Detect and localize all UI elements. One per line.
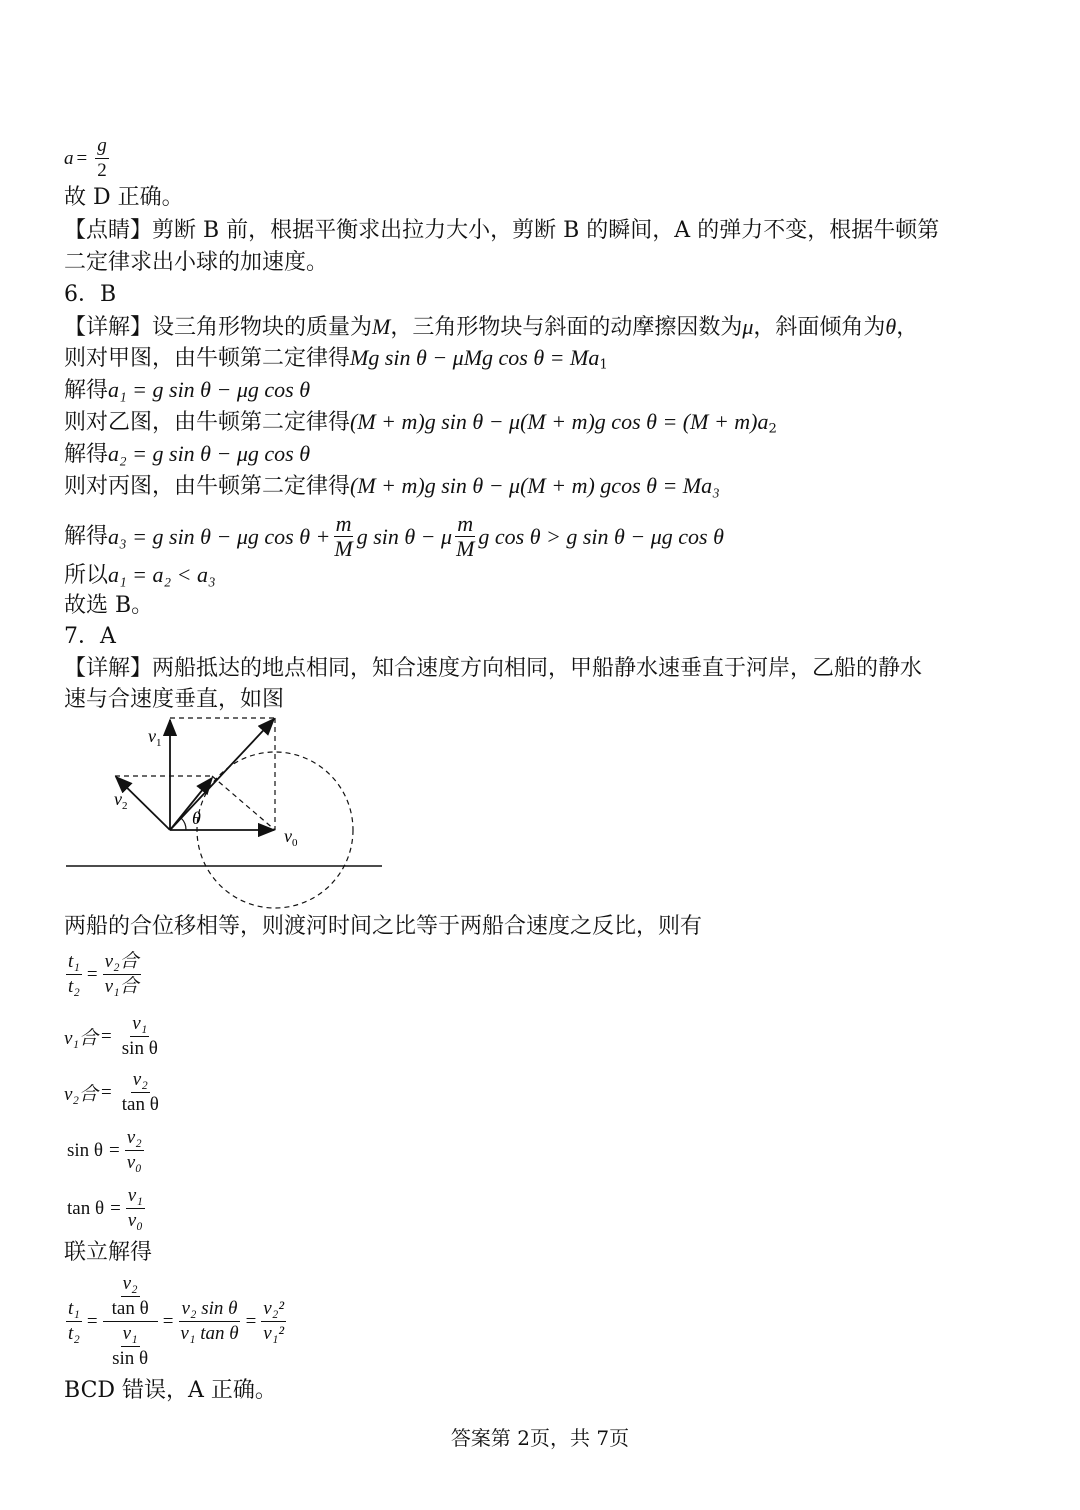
text-span: 解得 [64, 378, 109, 403]
denominator: tan θ [111, 1298, 149, 1319]
formula-lhs: v₁合 [64, 1028, 99, 1049]
subscript: 1 [599, 357, 608, 373]
v1-label: $v_1$ [148, 726, 162, 749]
denominator: v₀ [126, 1152, 142, 1173]
numerator: v₂ sin θ [179, 1297, 239, 1322]
numerator: v₂合 [103, 950, 141, 975]
equation: a₂ = g sin θ − μg cos θ [108, 441, 311, 466]
question-7-heading: 7．A [64, 624, 116, 649]
text-line [64, 312, 918, 343]
resultant-arrow-long [170, 719, 274, 830]
formula-time-ratio: $\frac{\text{t₁}}{\text{t₂}}$ = $\frac{\text{v₂合}}{\text{v₁合}}$ [68, 951, 139, 997]
resultant-arrow-short [170, 778, 212, 830]
text-line [64, 560, 216, 591]
fraction [126, 1184, 145, 1233]
text-span: 解得 [64, 442, 109, 467]
numerator: v₂ [125, 1126, 144, 1151]
denominator: v₁² [263, 1323, 285, 1344]
fraction [103, 950, 141, 999]
text-span: ， [896, 315, 919, 340]
formula-lhs: v₂合 [64, 1084, 99, 1105]
text-line: BCD 错误，A 正确。 [64, 1378, 277, 1403]
text-line [64, 439, 310, 470]
compound-numerator [103, 1272, 158, 1322]
numerator: m [457, 511, 474, 536]
fraction [107, 1322, 153, 1371]
page-footer: 答案第 2页，共 7页 [450, 1426, 630, 1450]
text-line: 【点睛】剪断 B 前，根据平衡求出拉力大小，剪断 B 的瞬间，A 的弹力不变，根据牛顿第 [64, 218, 940, 243]
fraction-m-over-M [454, 512, 476, 561]
formula-lhs: sin θ [67, 1139, 104, 1161]
numerator: v₂² [261, 1297, 286, 1322]
text-span: 解得 [64, 523, 109, 549]
formula-tan-theta: tan θ = $\frac{\text{v₁}}{\text{v₀}}$ [67, 1185, 143, 1231]
text-span: 则对乙图，由牛顿第二定律得 [64, 410, 351, 435]
text-line [64, 471, 720, 502]
formula-lhs: a [64, 147, 74, 169]
text-line: 联立解得 [64, 1240, 153, 1265]
v2-label: $v_2$ [114, 789, 128, 812]
fraction [125, 1126, 144, 1175]
fraction-m-over-M [332, 512, 354, 561]
compound-denominator [103, 1322, 157, 1371]
v0-label: $v_0$ [284, 826, 298, 849]
formula-v2-resultant: v₂合 = $\frac{\text{v₂}}{\text{tan θ}}$ [64, 1068, 166, 1117]
fraction [261, 1297, 286, 1346]
symbol-theta: θ [885, 314, 897, 339]
formula-lhs: tan θ [67, 1197, 105, 1219]
text-span: 【详解】设三角形物块的质量为 [64, 315, 373, 340]
equation: (M + m)g sin θ − μ(M + m)g cos θ = (M + m)a [350, 409, 769, 434]
numerator: v₁ [126, 1184, 145, 1209]
numerator: t₁ [66, 1297, 82, 1322]
equation: g sin θ − μ [356, 523, 453, 549]
denominator: v₁合 [104, 976, 139, 997]
equation: g cos θ > g sin θ − μg cos θ [478, 523, 724, 549]
denominator: tan θ [121, 1094, 159, 1115]
text-line: 速与合速度垂直，如图 [64, 687, 285, 712]
text-span: ，三角形物块与斜面的动摩擦因数为 [390, 315, 743, 340]
text-span: 则对甲图，由牛顿第二定律得 [64, 346, 351, 371]
numerator: m [335, 511, 352, 536]
equation: a₃ = g sin θ − μg cos θ + [108, 523, 331, 549]
numerator: v₂ [121, 1272, 140, 1297]
fraction [107, 1272, 154, 1321]
theta-label: θ [192, 808, 201, 828]
denominator: t₂ [68, 1323, 80, 1344]
denominator: M [456, 536, 475, 561]
theta-arc [181, 818, 186, 830]
text-line: 故选 B。 [64, 593, 154, 618]
subscript: 2 [768, 421, 777, 437]
equation: a₁ = g sin θ − μg cos θ [108, 377, 311, 402]
symbol-mu: μ [742, 314, 754, 339]
numerator: v₂ [131, 1068, 150, 1093]
text-line [64, 375, 310, 406]
fraction [66, 1297, 82, 1346]
text-line: 两船的合位移相等，则渡河时间之比等于两船合速度之反比，则有 [64, 914, 703, 939]
fraction [66, 950, 82, 999]
numerator: t₁ [66, 950, 82, 975]
text-span: ，斜面倾角为 [753, 315, 886, 340]
text-line: 故 D 正确。 [64, 185, 184, 210]
denominator: v₁ tan θ [180, 1323, 239, 1344]
denominator: M [334, 536, 353, 561]
text-span: 所以 [64, 563, 109, 588]
fraction [117, 1068, 164, 1117]
denominator: t₂ [68, 976, 80, 997]
formula-final-ratio: $\frac{\text{t₁}}{\text{t₂}}$ = $\frac{\frac{\text{v₂}}{\text{tan θ}}}{\frac{\text{v₁}}{\text{sin θ}}}$ = $\frac{\text{v₂ sin θ}}{\text{v₁ tan θ}}$ = $\frac{\text{v₂²}}{\text{v₁²}}$ [68, 1273, 285, 1369]
symbol-M: M [372, 314, 391, 339]
equation: a₁ = a₂ < a₃ [108, 562, 216, 587]
equation: (M + m)g sin θ − μ(M + m) gcos θ = Ma₃ [350, 473, 720, 498]
denominator: sin θ [112, 1348, 149, 1369]
compound-fraction [103, 1272, 158, 1371]
question-6-heading: 6．B [64, 282, 117, 307]
denominator: 2 [97, 160, 107, 181]
formula-a-equals-g-over-2: a = $\frac{g}{2}$ [64, 134, 114, 183]
numerator: v₁ [121, 1322, 140, 1347]
fraction [117, 1012, 163, 1061]
denominator: sin θ [121, 1038, 158, 1059]
denominator: v₀ [127, 1210, 143, 1231]
dashed-line [212, 776, 275, 830]
numerator: v₁ [130, 1012, 149, 1037]
velocity-diagram [60, 710, 390, 910]
formula-sin-theta: sin θ = $\frac{\text{v₂}}{\text{v₀}}$ [67, 1127, 142, 1173]
equation: Mg sin θ − μMg cos θ = Ma [350, 345, 600, 370]
text-line: 二定律求出小球的加速度。 [64, 250, 329, 275]
text-line: 【详解】两船抵达的地点相同，知合速度方向相同，甲船静水速垂直于河岸，乙船的静水 [64, 656, 923, 681]
text-span: 则对丙图，由牛顿第二定律得 [64, 474, 351, 499]
fraction [92, 134, 112, 183]
text-line [64, 512, 724, 561]
fraction [178, 1297, 240, 1346]
numerator: g [95, 134, 109, 159]
formula-v1-resultant: v₁合 = $\frac{\text{v₁}}{\text{sin θ}}$ [64, 1012, 165, 1061]
